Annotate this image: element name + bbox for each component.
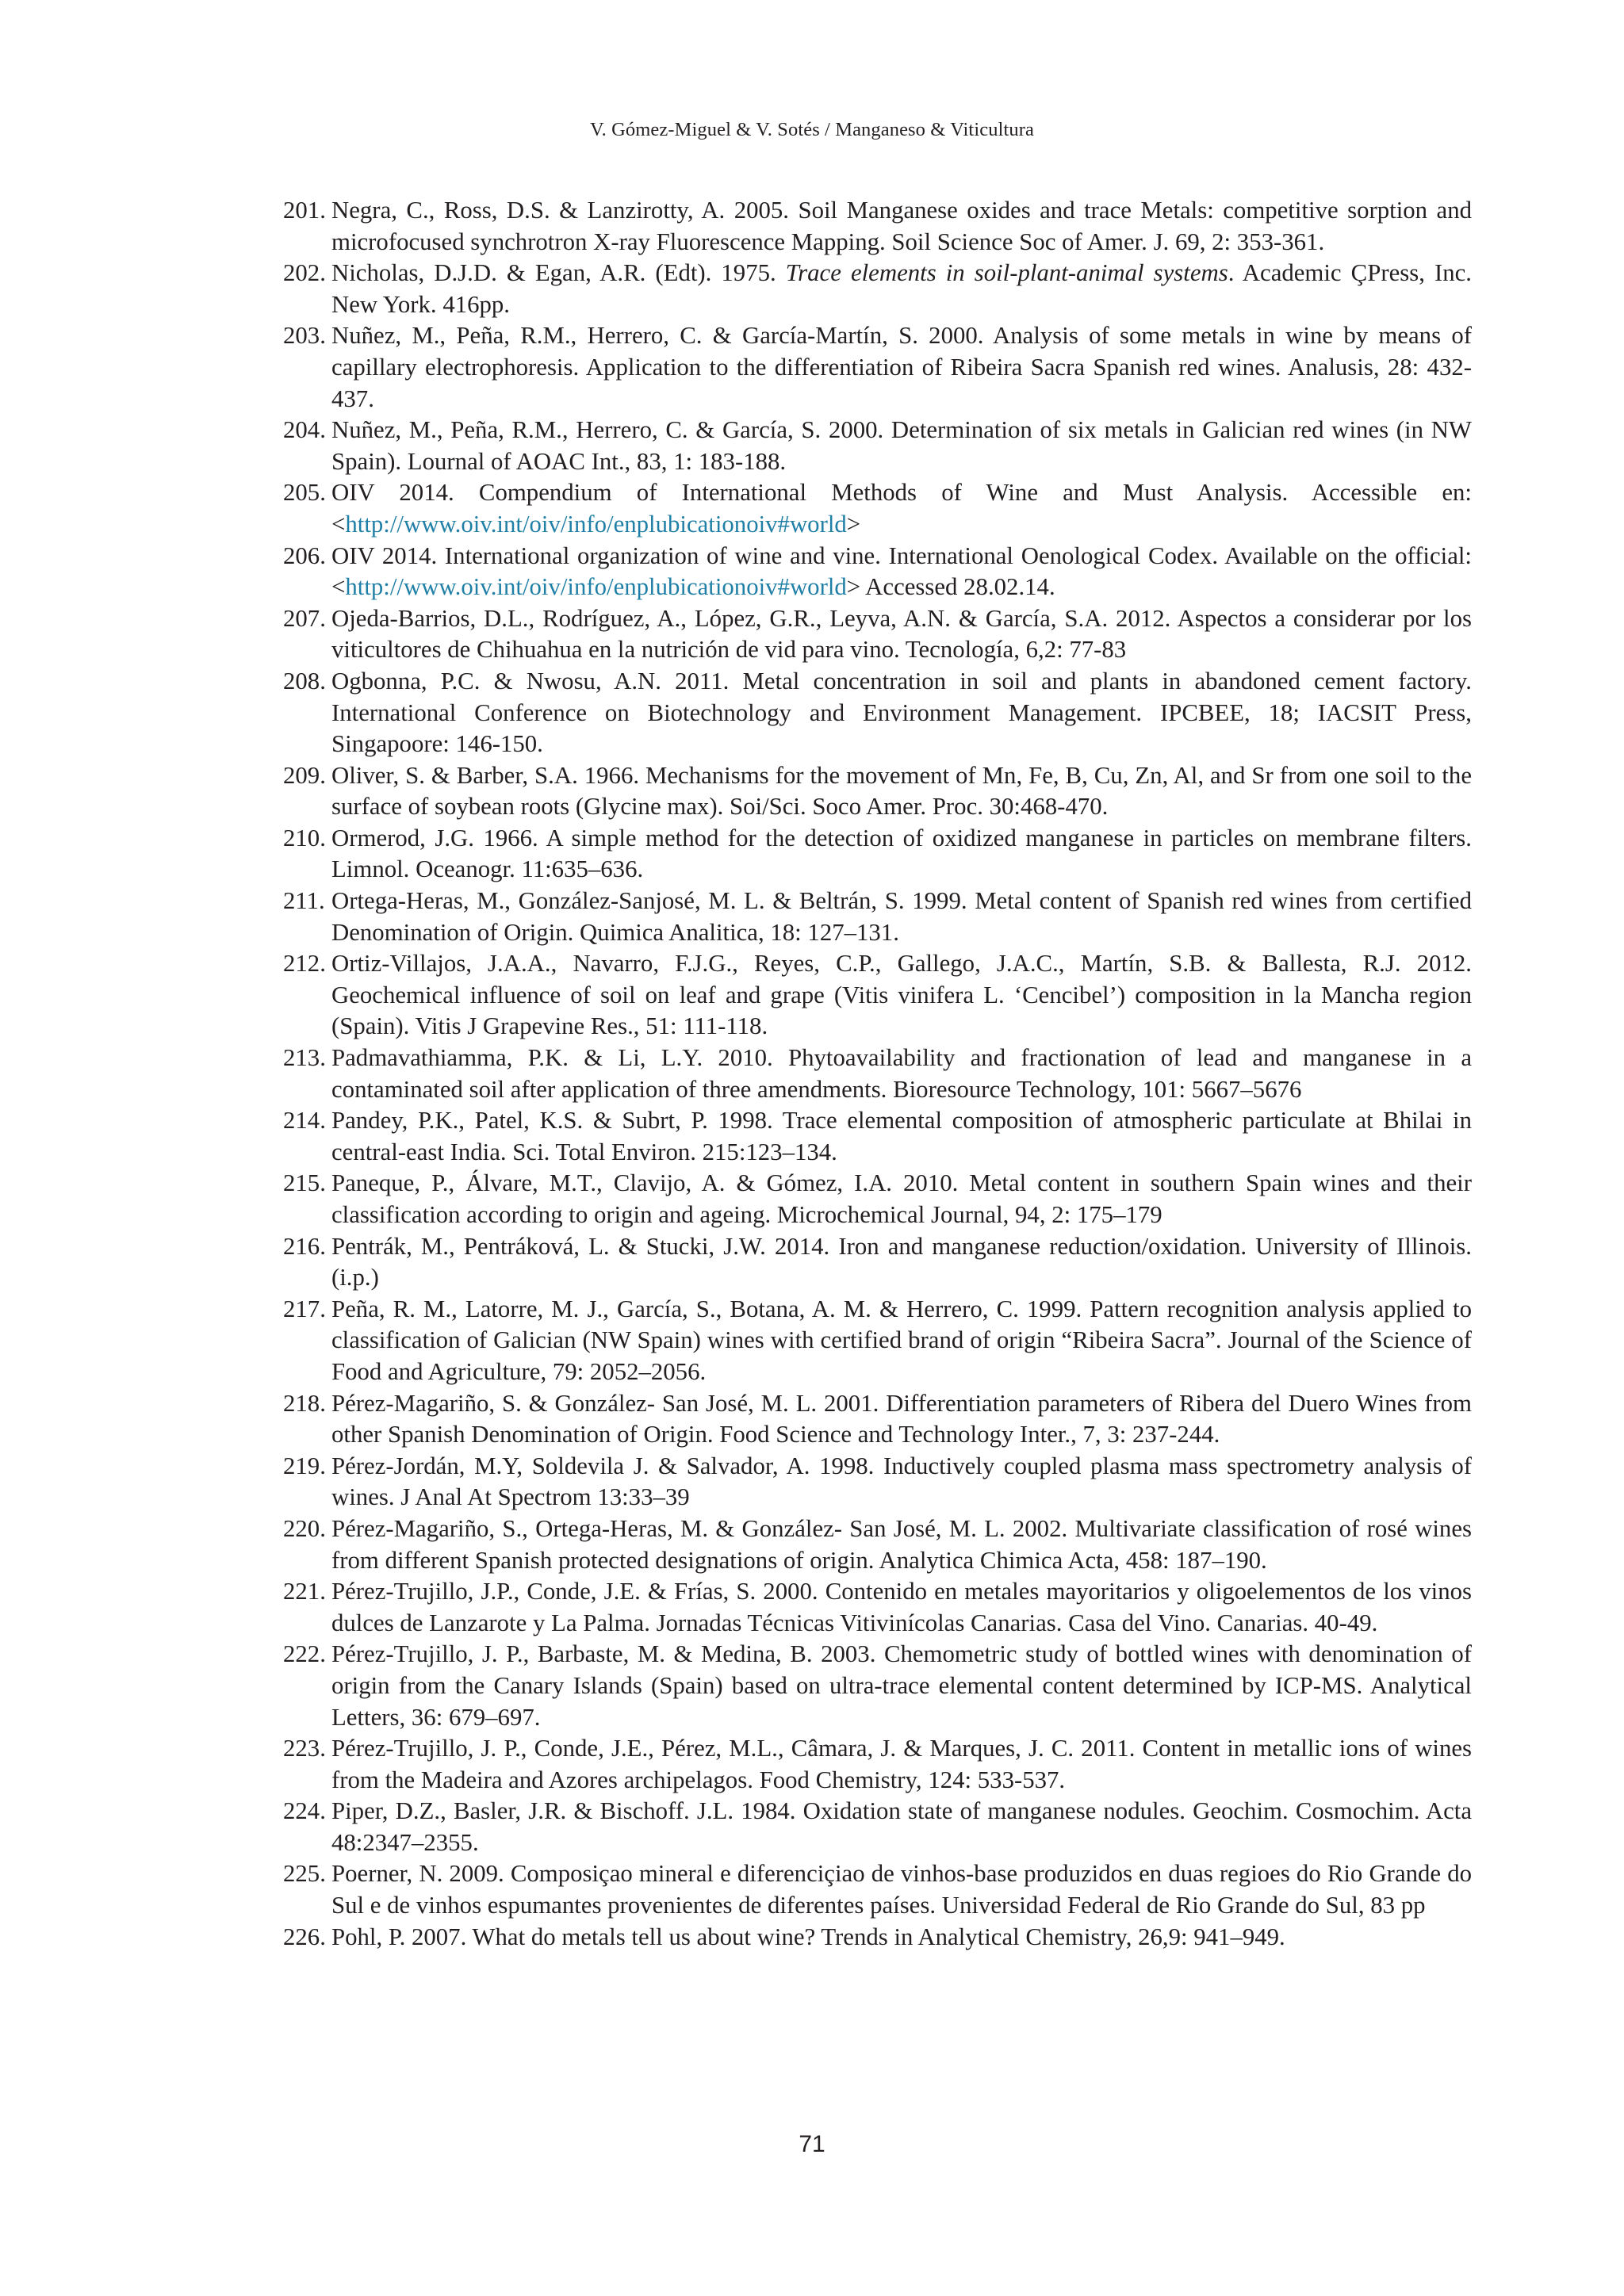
reference-number: 208. [283,667,326,695]
running-header: V. Gómez-Miguel & V. Sotés / Manganeso & Viticultura [590,119,1034,140]
reference-number: 220. [283,1514,326,1542]
reference-text: Pérez-Trujillo, J. P., Barbaste, M. & Medina, B. 2003. Chemometric study of bottled wines with denomination of origin from the Canary Islands (Spain) based on ultra-trace elemental content determined by ICP-MS. Analytical Letters, 36: 679–697. [331,1640,1472,1731]
reference-number: 204. [283,416,326,444]
reference-number: 213. [283,1044,326,1072]
reference-item [283,666,1472,760]
reference-text: Ortiz-Villajos, J.A.A., Navarro, F.J.G., Reyes, C.P., Gallego, J.A.C., Martín, S.B. & Ballesta, R.J. 2012. Geochemical influence of soil on leaf and grape (Vitis vinifera L. ‘Cencibel’) composition in la Mancha region (Spain). Vitis J Grapevine Res., 51: 111-118. [331,950,1472,1040]
reference-number: 224. [283,1797,326,1825]
reference-text: Pérez-Magariño, S. & González- San José, M. L. 2001. Differentiation parameters of Ribera del Duero Wines from other Spanish Denomination of Origin. Food Science and Technology Inter., 7, 3: 237-244. [331,1389,1472,1448]
reference-link[interactable]: http://www.oiv.int/oiv/info/enplubicationoiv#world [345,510,847,538]
reference-text: Pandey, P.K., Patel, K.S. & Subrt, P. 1998. Trace elemental composition of atmospheric particulate at Bhilai in central-east India. Sci. Total Environ. 215:123–134. [331,1107,1472,1165]
reference-link[interactable]: http://www.oiv.int/oiv/info/enplubicationoiv#world [345,573,847,601]
reference-text: Nuñez, M., Peña, R.M., Herrero, C. & García-Martín, S. 2000. Analysis of some metals in wine by means of capillary electrophoresis. Application to the differentiation of Ribeira Sacra Spanish red wines. Analusis, 28: 432-437. [331,322,1472,412]
reference-number: 205. [283,479,326,507]
reference-text: Pérez-Trujillo, J. P., Conde, J.E., Pérez, M.L., Câmara, J. & Marques, J. C. 2011. Content in metallic ions of wines from the Madeira and Azores archipelagos. Food Chemistry, 124: 533-537. [331,1735,1472,1793]
reference-item [283,603,1472,666]
reference-number: 226. [283,1923,326,1950]
reference-item [283,1796,1472,1858]
reference-text: Negra, C., Ross, D.S. & Lanzirotty, A. 2005. Soil Manganese oxides and trace Metals: competitive sorption and microfocused synchrotron X-ray Fluorescence Mapping. Soil Science Soc of Amer. J. 69, 2: 353-361. [331,197,1472,255]
reference-title-italic: Trace elements in soil-plant-animal systems [785,259,1228,287]
reference-text: Nicholas, D.J.D. & Egan, A.R. (Edt). 1975. [331,259,786,287]
reference-number: 215. [283,1169,326,1197]
reference-item [283,1576,1472,1639]
reference-text: > Accessed 28.02.14. [846,573,1055,601]
reference-number: 214. [283,1107,326,1135]
reference-item [283,1043,1472,1105]
reference-item [283,1451,1472,1513]
reference-number: 207. [283,604,326,632]
reference-number: 206. [283,541,326,569]
reference-number: 209. [283,761,326,789]
reference-number: 222. [283,1640,326,1668]
reference-text: Pérez-Magariño, S., Ortega-Heras, M. & González- San José, M. L. 2002. Multivariate classification of rosé wines from different Spanish protected designations of origin. Analytica Chimica Acta, 458: 187–190. [331,1514,1472,1574]
reference-text: Padmavathiamma, P.K. & Li, L.Y. 2010. Phytoavailability and fractionation of lead and manganese in a contaminated soil after application of three amendments. Bioresource Technology, 101: 5667–5676 [331,1044,1472,1103]
reference-number: 219. [283,1452,326,1479]
reference-item [283,1231,1472,1294]
reference-number: 211. [283,887,325,915]
reference-text: Ortega-Heras, M., González-Sanjosé, M. L. & Beltrán, S. 1999. Metal content of Spanish red wines from certified Denomination of Origin. Quimica Analitica, 18: 127–131. [331,887,1472,946]
reference-text: Peña, R. M., Latorre, M. J., García, S., Botana, A. M. & Herrero, C. 1999. Pattern recognition analysis applied to classification of Galician (NW Spain) wines with certified brand of origin “Ribeira Sacra”. Journal of the Science of Food and Agriculture, 79: 2052–2056. [331,1295,1472,1385]
reference-item [283,823,1472,886]
reference-text: Nuñez, M., Peña, R.M., Herrero, C. & García, S. 2000. Determination of six metals in Galician red wines (in NW Spain). Lournal of AOAC Int., 83, 1: 183-188. [331,416,1472,475]
reference-number: 223. [283,1735,326,1762]
reference-text: Ojeda-Barrios, D.L., Rodríguez, A., López, G.R., Leyva, A.N. & García, S.A. 2012. Aspectos a considerar por los viticultores de Chihuahua en la nutrición de vid para vino. Tecnología, 6,2: 77-83 [331,604,1472,664]
reference-item [283,1858,1472,1921]
reference-number: 201. [283,197,326,224]
reference-item [283,195,1472,258]
reference-item [283,1733,1472,1796]
page-number: 71 [799,2131,825,2157]
reference-number: 203. [283,322,326,350]
reference-text: Pérez-Trujillo, J.P., Conde, J.E. & Frías, S. 2000. Contenido en metales mayoritarios y oligoelementos de los vinos dulces de Lanzarote y La Palma. Jornadas Técnicas Vitivinícolas Canarias. Casa del Vino. Canarias. 40-49. [331,1578,1472,1636]
reference-text: > [846,510,861,538]
reference-item [283,258,1472,320]
reference-item [283,1388,1472,1451]
reference-text: Poerner, N. 2009. Composiçao mineral e diferenciçiao de vinhos-base produzidos en duas regioes do Rio Grande do Sul e de vinhos espumantes provenientes de diferentes países. Universidad Federal de Rio Grande do Sul, 83 pp [331,1860,1472,1919]
reference-item [283,1922,1472,1954]
reference-item [283,1168,1472,1230]
reference-text: Pohl, P. 2007. What do metals tell us about wine? Trends in Analytical Chemistry, 26,9: 941–949. [331,1923,1285,1950]
reference-item [283,320,1472,415]
reference-number: 202. [283,259,326,287]
reference-number: 212. [283,950,326,978]
reference-number: 225. [283,1860,326,1888]
reference-item [283,1105,1472,1168]
reference-text: OIV 2014. International organization of wine and vine. International Oenological Codex. Available on the official: < [331,541,1472,601]
reference-number: 221. [283,1578,326,1605]
reference-text: OIV 2014. Compendium of International Methods of Wine and Must Analysis. Accessible en: < [331,479,1472,538]
reference-text: Piper, D.Z., Basler, J.R. & Bischoff. J.L. 1984. Oxidation state of manganese nodules. Geochim. Cosmochim. Acta 48:2347–2355. [331,1797,1472,1856]
reference-item [283,1513,1472,1576]
reference-text: Pérez-Jordán, M.Y, Soldevila J. & Salvador, A. 1998. Inductively coupled plasma mass spectrometry analysis of wines. J Anal At Spectrom 13:33–39 [331,1452,1472,1511]
reference-text: Ogbonna, P.C. & Nwosu, A.N. 2011. Metal concentration in soil and plants in abandoned cement factory. International Conference on Biotechnology and Environment Management. IPCBEE, 18; IACSIT Press, Singapoore: 146-150. [331,667,1472,758]
reference-item [283,415,1472,477]
reference-text: Pentrák, M., Pentráková, L. & Stucki, J.W. 2014. Iron and manganese reduction/oxidation. University of Illinois. (i.p.) [331,1232,1472,1292]
reference-text: Oliver, S. & Barber, S.A. 1966. Mechanisms for the movement of Mn, Fe, B, Cu, Zn, Al, and Sr from one soil to the surface of soybean roots (Glycine max). Soi/Sci. Soco Amer. Proc. 30:468-470. [331,761,1472,821]
reference-item [283,477,1472,540]
reference-number: 217. [283,1295,326,1322]
reference-item [283,1294,1472,1388]
reference-item [283,1639,1472,1733]
reference-item [283,948,1472,1043]
reference-item [283,541,1472,603]
reference-number: 210. [283,824,326,851]
reference-number: 218. [283,1389,326,1417]
reference-item [283,886,1472,948]
reference-item [283,760,1472,823]
reference-list [283,195,1472,1953]
reference-text: . Academic ÇPress, Inc. New York. 416pp. [331,259,1472,318]
reference-text: Paneque, P., Álvare, M.T., Clavijo, A. & Gómez, I.A. 2010. Metal content in southern Spain wines and their classification according to origin and ageing. Microchemical Journal, 94, 2: 175–179 [331,1169,1472,1228]
reference-text: Ormerod, J.G. 1966. A simple method for the detection of oxidized manganese in particles on membrane filters. Limnol. Oceanogr. 11:635–636. [331,824,1472,883]
reference-number: 216. [283,1232,326,1260]
